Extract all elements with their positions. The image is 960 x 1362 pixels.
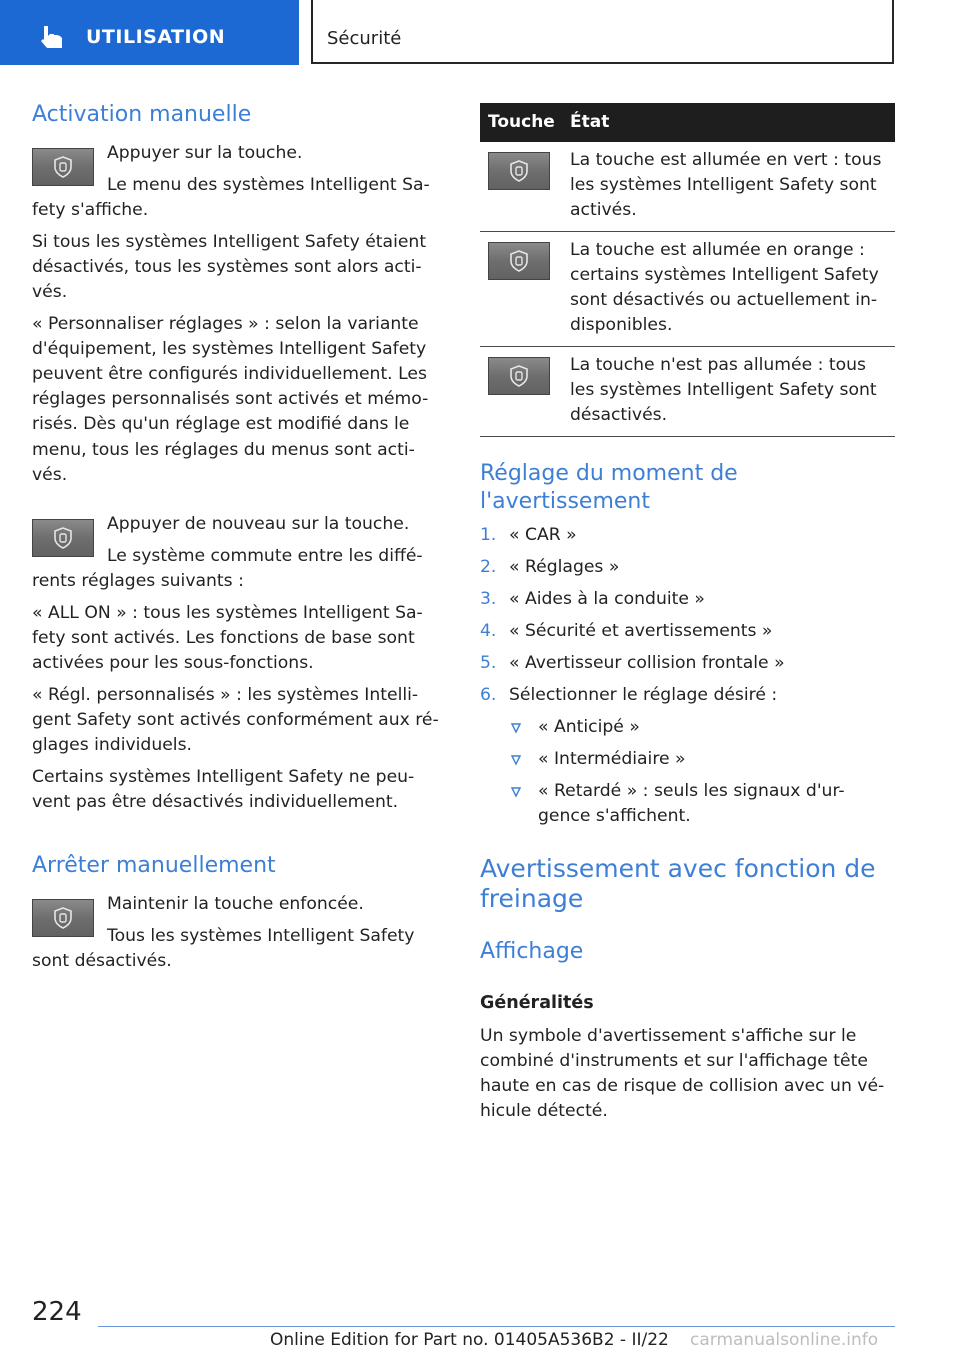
timing-heading: l'avertissement — [480, 489, 650, 514]
list-item: « Réglages » — [509, 557, 620, 577]
table-row: La touche n'est pas allumée : tous — [570, 355, 866, 375]
text-line: Le système commute entre les diffé- — [107, 546, 423, 566]
intelligent-safety-icon — [509, 365, 529, 387]
text-line: Appuyer de nouveau sur la touche. — [107, 514, 410, 534]
table-row: La touche est allumée en vert : tous — [570, 150, 882, 170]
text-line: « ALL ON » : tous les systèmes Intelligent Sa- — [32, 603, 423, 623]
safety-button-off-image — [488, 357, 550, 395]
watermark: carmanualsonline.info — [690, 1330, 879, 1350]
footer-divider — [98, 1326, 895, 1327]
text-line: risés. Dès qu'un réglage est modifié dans le — [32, 414, 410, 434]
text-line: haute en cas de risque de collision avec un vé- — [480, 1076, 885, 1096]
table-row: certains systèmes Intelligent Safety — [570, 265, 879, 285]
text-menu-line: fety s'affiche. — [32, 200, 149, 220]
text-line: désactivés, tous les systèmes sont alors acti- — [32, 257, 422, 277]
stop-heading: Arrêter manuellement — [32, 853, 276, 878]
text-line: réglages personnalisés sont activés et mémo- — [32, 389, 429, 409]
chapter-label: Sécurité — [327, 28, 402, 49]
text-line: Tous les systèmes Intelligent Safety — [107, 926, 415, 946]
braking-heading: freinage — [480, 884, 584, 913]
text-line: Si tous les systèmes Intelligent Safety étaient — [32, 232, 427, 252]
text-line: vent pas être désactivés individuellement. — [32, 792, 399, 812]
list-item-number: 5. — [480, 653, 497, 673]
text-line: gent Safety sont activés conformément aux ré- — [32, 710, 439, 730]
list-item: « Avertisseur collision frontale » — [509, 653, 785, 673]
list-item-number: 6. — [480, 685, 497, 705]
safety-button-image — [32, 148, 94, 186]
table-header — [480, 103, 895, 142]
activation-heading: Activation manuelle — [32, 102, 252, 127]
text-line: vés. — [32, 465, 68, 485]
bullet-triangle-icon — [511, 754, 521, 766]
text-line: Certains systèmes Intelligent Safety ne peu- — [32, 767, 415, 787]
list-item: Sélectionner le réglage désiré : — [509, 685, 778, 705]
list-item: « Sécurité et avertissements » — [509, 621, 773, 641]
list-item-number: 2. — [480, 557, 497, 577]
list-item-number: 1. — [480, 525, 497, 545]
safety-button-image — [32, 519, 94, 557]
text-line: « Personnaliser réglages » : selon la variante — [32, 314, 419, 334]
list-item: « Aides à la conduite » — [509, 589, 705, 609]
option-item: « Retardé » : seuls les signaux d'ur- — [538, 781, 845, 801]
intelligent-safety-icon — [509, 250, 529, 272]
table-row: les systèmes Intelligent Safety sont — [570, 380, 877, 400]
section-label: UTILISATION — [86, 26, 226, 48]
timing-heading: Réglage du moment de — [480, 461, 738, 486]
table-row: activés. — [570, 200, 637, 220]
safety-button-green-image — [488, 152, 550, 190]
table-row: La touche est allumée en orange : — [570, 240, 865, 260]
table-col-etat: État — [570, 112, 610, 132]
list-item-number: 4. — [480, 621, 497, 641]
edition-text: Online Edition for Part no. 01405A536B2 - II/22 — [270, 1330, 669, 1350]
page-number: 224 — [32, 1297, 82, 1327]
bullet-triangle-icon — [511, 786, 521, 798]
row-divider — [480, 346, 895, 347]
table-row: les systèmes Intelligent Safety sont — [570, 175, 877, 195]
text-line: combiné d'instruments et sur l'affichage tête — [480, 1051, 868, 1071]
text-menu-line: Le menu des systèmes Intelligent Sa- — [107, 175, 430, 195]
text-line: rents réglages suivants : — [32, 571, 244, 591]
intelligent-safety-icon — [53, 907, 73, 929]
text-line: Maintenir la touche enfoncée. — [107, 894, 364, 914]
row-divider — [480, 231, 895, 232]
table-col-touche: Touche — [488, 112, 555, 132]
chapter-box — [311, 0, 894, 64]
text-press-button: Appuyer sur la touche. — [107, 143, 303, 163]
hand-pointer-icon — [38, 24, 66, 52]
text-line: hicule détecté. — [480, 1101, 608, 1121]
text-line: « Régl. personnalisés » : les systèmes Intelli- — [32, 685, 419, 705]
table-row: disponibles. — [570, 315, 673, 335]
safety-button-orange-image — [488, 242, 550, 280]
text-line: activées pour les sous-fonctions. — [32, 653, 314, 673]
text-line: fety sont activés. Les fonctions de base sont — [32, 628, 415, 648]
braking-heading: Avertissement avec fonction de — [480, 854, 876, 883]
bullet-triangle-icon — [511, 722, 521, 734]
text-line: vés. — [32, 282, 68, 302]
text-line: d'équipement, les systèmes Intelligent Safety — [32, 339, 427, 359]
option-item: « Intermédiaire » — [538, 749, 686, 769]
safety-button-image — [32, 899, 94, 937]
text-line: Un symbole d'avertissement s'affiche sur le — [480, 1026, 857, 1046]
table-row: sont désactivés ou actuellement in- — [570, 290, 878, 310]
section-tab — [0, 0, 299, 65]
text-line: peuvent être configurés individuellement. Les — [32, 364, 427, 384]
option-item: « Anticipé » — [538, 717, 640, 737]
text-line: sont désactivés. — [32, 951, 172, 971]
row-divider — [480, 436, 895, 437]
display-heading: Affichage — [480, 939, 584, 964]
intelligent-safety-icon — [53, 527, 73, 549]
intelligent-safety-icon — [509, 160, 529, 182]
text-line: menu, tous les réglages du menus sont acti- — [32, 440, 415, 460]
intelligent-safety-icon — [53, 156, 73, 178]
option-item: gence s'affichent. — [538, 806, 691, 826]
text-line: glages individuels. — [32, 735, 192, 755]
general-subheading: Généralités — [480, 993, 594, 1013]
table-row: désactivés. — [570, 405, 668, 425]
list-item-number: 3. — [480, 589, 497, 609]
list-item: « CAR » — [509, 525, 577, 545]
